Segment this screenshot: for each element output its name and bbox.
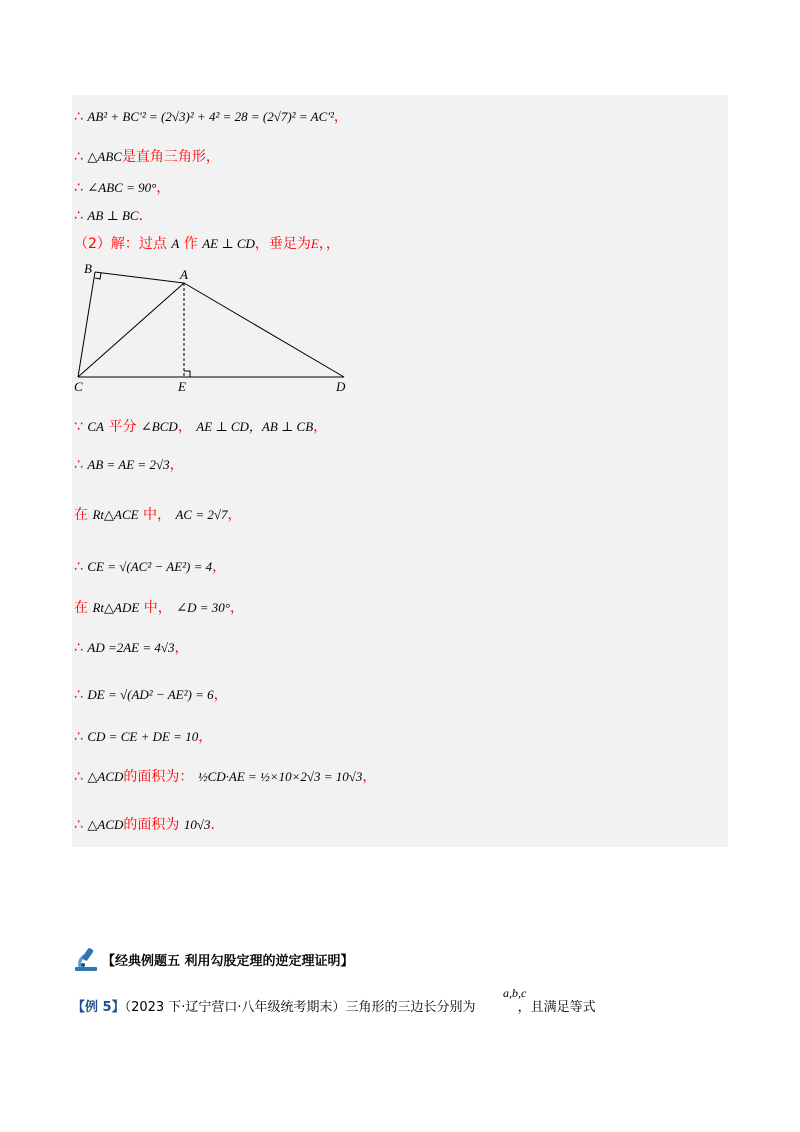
therefore-symbol: ∴ [74, 109, 83, 125]
point-label: E [310, 236, 319, 251]
solution-line-11 [74, 638, 189, 658]
math-expression: AE ⊥ CD，AB ⊥ CB [196, 419, 314, 434]
punctuation: ． [210, 817, 225, 833]
solution-text: 中， [143, 600, 172, 616]
example-text: （2023 下·辽宁营口·八年级统考期末）三角形的三边长分别为 [124, 1000, 476, 1015]
section-title: 【经典例题五 利用勾股定理的逆定理证明】 [102, 953, 354, 969]
solution-box [72, 95, 728, 847]
punctuation: ， [177, 419, 192, 435]
solution-line-8 [74, 505, 242, 525]
therefore-symbol: ∴ [74, 817, 83, 833]
solution-text: 平分 [108, 419, 137, 435]
therefore-symbol: ∴ [74, 687, 83, 703]
math-expression: ½CD·AE = ½×10×2√3 = 10√3 [197, 769, 363, 784]
math-expression: ∠D = 30° [176, 600, 230, 615]
therefore-symbol: ∴ [74, 559, 83, 575]
punctuation: ， [313, 419, 328, 435]
because-symbol: ∵ [74, 419, 83, 435]
geometry-figure [74, 263, 364, 393]
therefore-symbol: ∴ [74, 149, 83, 165]
solution-text: 是直角三角形， [121, 149, 220, 165]
segment-ba [95, 272, 184, 283]
punctuation: ， [174, 640, 189, 656]
math-expression: AD =2AE = 4√3 [87, 640, 175, 655]
solution-line-1 [74, 107, 348, 127]
math-expression: CA [87, 419, 104, 434]
therefore-symbol: ∴ [74, 208, 83, 224]
math-expression: △ACD [87, 817, 124, 832]
math-expression: DE = √(AD² − AE²) = 6 [87, 687, 214, 702]
math-expression: AB = AE = 2√3 [87, 457, 170, 472]
math-expression: AC = 2√7 [175, 507, 228, 522]
math-expression: △ACD [87, 769, 124, 784]
solution-text: 在 [74, 507, 88, 523]
label-e: E [178, 379, 186, 393]
segment-ad [184, 283, 344, 377]
solution-text: 的面积为 [123, 817, 180, 833]
solution-text: （2）解：过点 [74, 236, 167, 252]
microscope-icon [72, 945, 100, 973]
solution-line-3 [74, 178, 170, 198]
punctuation: ， [156, 180, 171, 196]
math-expression: Rt△ACE [92, 507, 139, 522]
solution-text: ，， [318, 236, 340, 252]
example-text-continued: ，且满足等式 [517, 1000, 596, 1015]
section-header [72, 945, 354, 973]
example-tag: 【例 5】 [72, 1000, 125, 1015]
solution-text: 作 [183, 236, 198, 252]
label-a: A [180, 267, 188, 282]
therefore-symbol: ∴ [74, 457, 83, 473]
label-b: B [84, 263, 92, 276]
punctuation: ， [169, 457, 184, 473]
segment-bc [78, 272, 95, 377]
solution-line-15 [74, 815, 224, 835]
solution-line-7 [74, 455, 184, 475]
solution-line-4 [74, 206, 153, 226]
solution-line-13 [74, 727, 212, 747]
solution-text: 的面积为： [123, 769, 194, 785]
solution-line-6 [74, 417, 327, 437]
therefore-symbol: ∴ [74, 769, 83, 785]
punctuation: ． [138, 208, 153, 224]
math-expression: CD = CE + DE = 10 [87, 729, 199, 744]
solution-line-5 [74, 234, 340, 254]
therefore-symbol: ∴ [74, 729, 83, 745]
punctuation: ， [362, 769, 377, 785]
solution-text: 中， [143, 507, 172, 523]
math-expression: 10√3 [183, 817, 211, 832]
math-expression: CE = √(AC² − AE²) = 4 [87, 559, 213, 574]
punctuation: ， [212, 559, 227, 575]
right-angle-mark-e [184, 371, 190, 377]
solution-line-14 [74, 767, 376, 787]
variables-abc: a,b,c [503, 986, 527, 1000]
punctuation: ， [198, 729, 213, 745]
math-expression: ∠ABC = 90° [87, 180, 157, 195]
punctuation: ， [227, 507, 242, 523]
solution-line-10 [74, 598, 244, 618]
punctuation: ， [229, 600, 244, 616]
therefore-symbol: ∴ [74, 640, 83, 656]
math-expression: AB² + BC'² = (2√3)² + 4² = 28 = (2√7)² = AC'² [87, 109, 334, 124]
solution-text: ，垂足为 [254, 236, 311, 252]
math-expression: AE ⊥ CD [202, 236, 255, 251]
point-label: A [171, 236, 180, 251]
label-d: D [336, 379, 346, 393]
solution-line-9 [74, 557, 226, 577]
punctuation: ， [213, 687, 228, 703]
math-expression: AB ⊥ BC [87, 208, 139, 223]
example-5 [72, 996, 596, 1015]
math-expression: Rt△ADE [92, 600, 140, 615]
right-angle-mark-b [95, 273, 101, 279]
label-c: C [74, 379, 83, 393]
therefore-symbol: ∴ [74, 180, 83, 196]
punctuation: ， [333, 109, 348, 125]
solution-text: 在 [74, 600, 88, 616]
math-expression: △ABC [87, 149, 122, 164]
solution-line-12 [74, 685, 228, 705]
solution-line-2 [74, 147, 220, 167]
math-expression: ∠BCD [140, 419, 178, 434]
segment-ca [78, 283, 184, 377]
